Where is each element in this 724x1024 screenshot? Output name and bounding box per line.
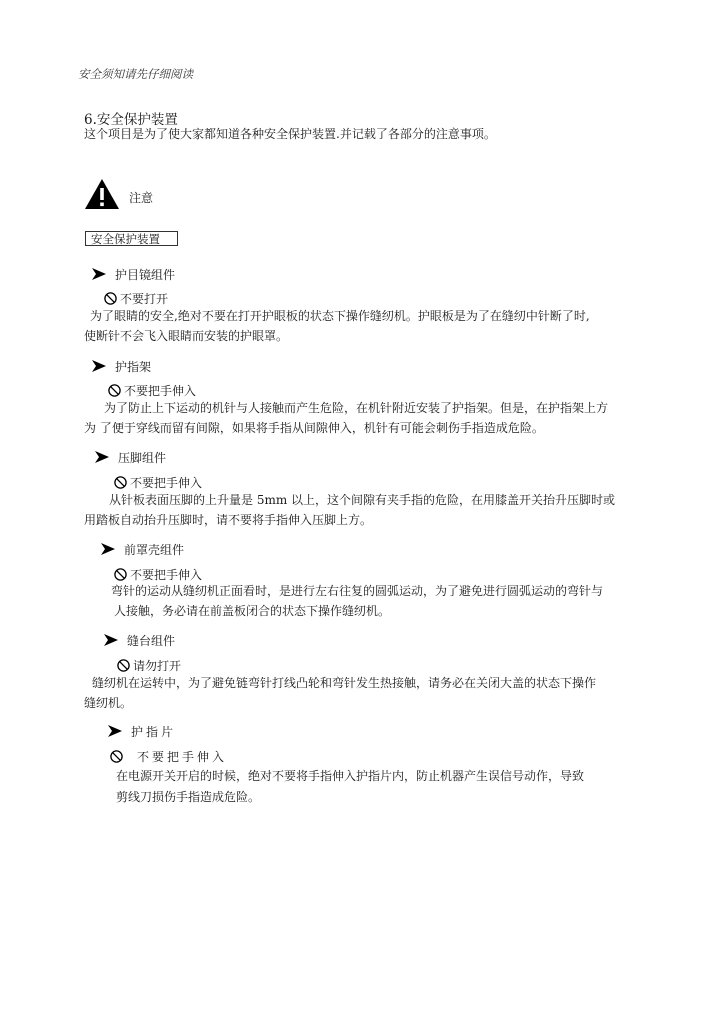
prohibition-icon [104,292,117,305]
item-title-text: 护指架 [115,360,152,374]
item-title-text: 缝台组件 [127,634,176,648]
prohibition-icon [108,384,121,397]
item-title-text: 压脚组件 [118,451,167,465]
item-goggle-line-2: 使断针不会飞入眼睛而安装的护眼罩。 [84,329,289,343]
prohibition-icon [117,659,130,672]
safety-devices-box: 安全保护装置 [85,231,178,246]
item-finger-shield-warning [110,748,227,765]
arrow-bullet-icon [104,634,118,646]
item-presser-foot-title [95,449,166,466]
item-title-text: 护目镜组件 [115,268,176,282]
page-header: 安全须知请先仔细阅读 [78,67,193,81]
item-front-cover-title [101,541,184,558]
arrow-bullet-icon [108,725,122,737]
item-front-cover-line-2: 人接触，务必请在前盖板闭合的状态下操作缝纫机。 [114,604,391,618]
item-finger-guard-title [92,358,151,375]
item-goggle-title [92,266,175,283]
item-table-title [104,632,175,649]
notice-label: 注意 [129,191,154,205]
arrow-bullet-icon [92,360,106,372]
item-finger-guard-line-2: 为 了便于穿线而留有间隙，如果将手指从间隙伸入，机针有可能会刺伤手指造成危险。 [84,421,544,435]
arrow-bullet-icon [95,451,109,463]
item-finger-guard-line-1: 为了防止上下运动的机针与人接触而产生危险，在机针附近安装了护指架。但是，在护指架上方 [104,401,609,415]
item-presser-foot-line-2: 用踏板自动抬升压脚时，请不要将手指伸入压脚上方。 [84,513,373,527]
section-intro: 这个项目是为了使大家都知道各种安全保护装置.并记载了各部分的注意事项。 [84,127,496,141]
item-finger-shield-line-2: 剪线刀损伤手指造成危险。 [116,790,261,804]
item-finger-shield-title [108,723,176,740]
warning-text: 请勿打开 [133,659,182,673]
warning-text: 不要打开 [120,292,169,306]
warning-text: 不要把手伸入 [130,476,203,490]
item-goggle-line-1: 为了眼睛的安全,绝对不要在打开护眼板的状态下操作缝纫机。护眼板是为了在缝纫中针断了时, [90,309,590,323]
section-title: 6.安全保护装置 [84,112,178,128]
arrow-bullet-icon [101,543,115,555]
arrow-bullet-icon [92,268,106,280]
item-table-line-1: 缝纫机在运转中，为了避免链弯针打线凸轮和弯针发生热接触，请务必在关闭大盖的状态下操作 [92,676,597,690]
item-presser-foot-line-1: 从针板表面压脚的上升量是 5mm 以上，这个间隙有夹手指的危险，在用膝盖开关抬升压脚时或 [109,493,616,507]
item-front-cover-line-1: 弯针的运动从缝纫机正面看时，是进行左右往复的圆弧运动，为了避免进行圆弧运动的弯针与 [111,584,604,598]
item-table-warning [117,657,181,674]
prohibition-icon [114,476,127,489]
item-finger-shield-line-1: 在电源开关开启的时候，绝对不要将手指伸入护指片内，防止机器产生误信号动作，导致 [116,769,585,783]
prohibition-icon [110,750,123,763]
warning-text: 不要把手伸入 [137,750,228,764]
item-title-text: 前罩壳组件 [124,543,185,557]
warning-text: 不要把手伸入 [130,568,203,582]
item-title-text: 护指片 [131,725,177,739]
warning-text: 不要把手伸入 [124,384,197,398]
item-presser-foot-warning [114,474,202,491]
warning-triangle-icon [84,178,120,210]
item-table-line-2: 缝纫机。 [84,696,133,710]
prohibition-icon [114,568,127,581]
item-goggle-warning [104,290,168,307]
item-finger-guard-warning [108,382,196,399]
